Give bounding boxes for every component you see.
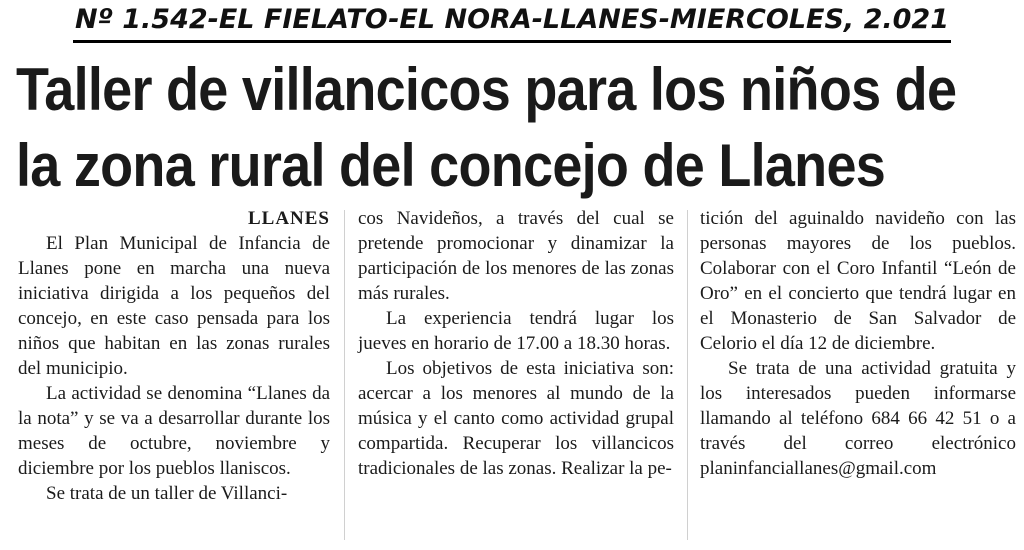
paragraph: Se trata de una actividad gratuita y los interesados pueden informarse llamando al teléfono 684 66 42 51 o a través del correo electrónico planinfanciallanes@gmail.com [700,358,1016,479]
paragraph: La experiencia tendrá lugar los jueves en horario de 17.00 a 18.30 horas. [358,308,674,354]
byline: LLANES [247,208,330,229]
article-column-2 [358,206,674,481]
paragraph: tición del aguinaldo navideño con las personas mayores de los pueblos. Colaborar con el Coro Infantil “León de Oro” en el concierto que tendrá lugar en el Monasterio de San Salvador de Celorio el día 12 de diciembre. [700,208,1016,354]
paragraph: El Plan Municipal de Infancia de Llanes pone en marcha una nueva iniciativa dirigida a los pequeños del concejo, en este caso pensada para los niños que habitan en las zonas rurales del municipio. [18,233,330,379]
article-column-3 [700,206,1016,481]
masthead [0,0,1024,46]
paragraph: La actividad se denomina “Llanes da la nota” y se va a desarrollar durante los meses de octubre, noviembre y diciembre por los pueblos llaniscos. [18,383,330,479]
column-divider [687,210,688,540]
headline-line-2: la zona rural del concejo de Llanes [16,132,886,199]
paragraph: Los objetivos de esta iniciativa son: acercar a los menores al mundo de la música y el canto como actividad grupal compartida. Recuperar los villancicos tradicionales de las zonas. Realizar la pe- [358,358,674,479]
masthead-text: Nº 1.542-EL FIELATO-EL NORA-LLANES-MIERCOLES, 2.021 [73,0,951,43]
headline [16,52,957,204]
article-column-1 [18,206,330,506]
paragraph: Se trata de un taller de Villanci- [46,483,288,504]
paragraph: cos Navideños, a través del cual se pretende promocionar y dinamizar la participación de los menores de las zonas más rurales. [358,208,674,304]
headline-line-1: Taller de villancicos para los niños de [16,56,957,123]
column-divider [344,210,345,540]
